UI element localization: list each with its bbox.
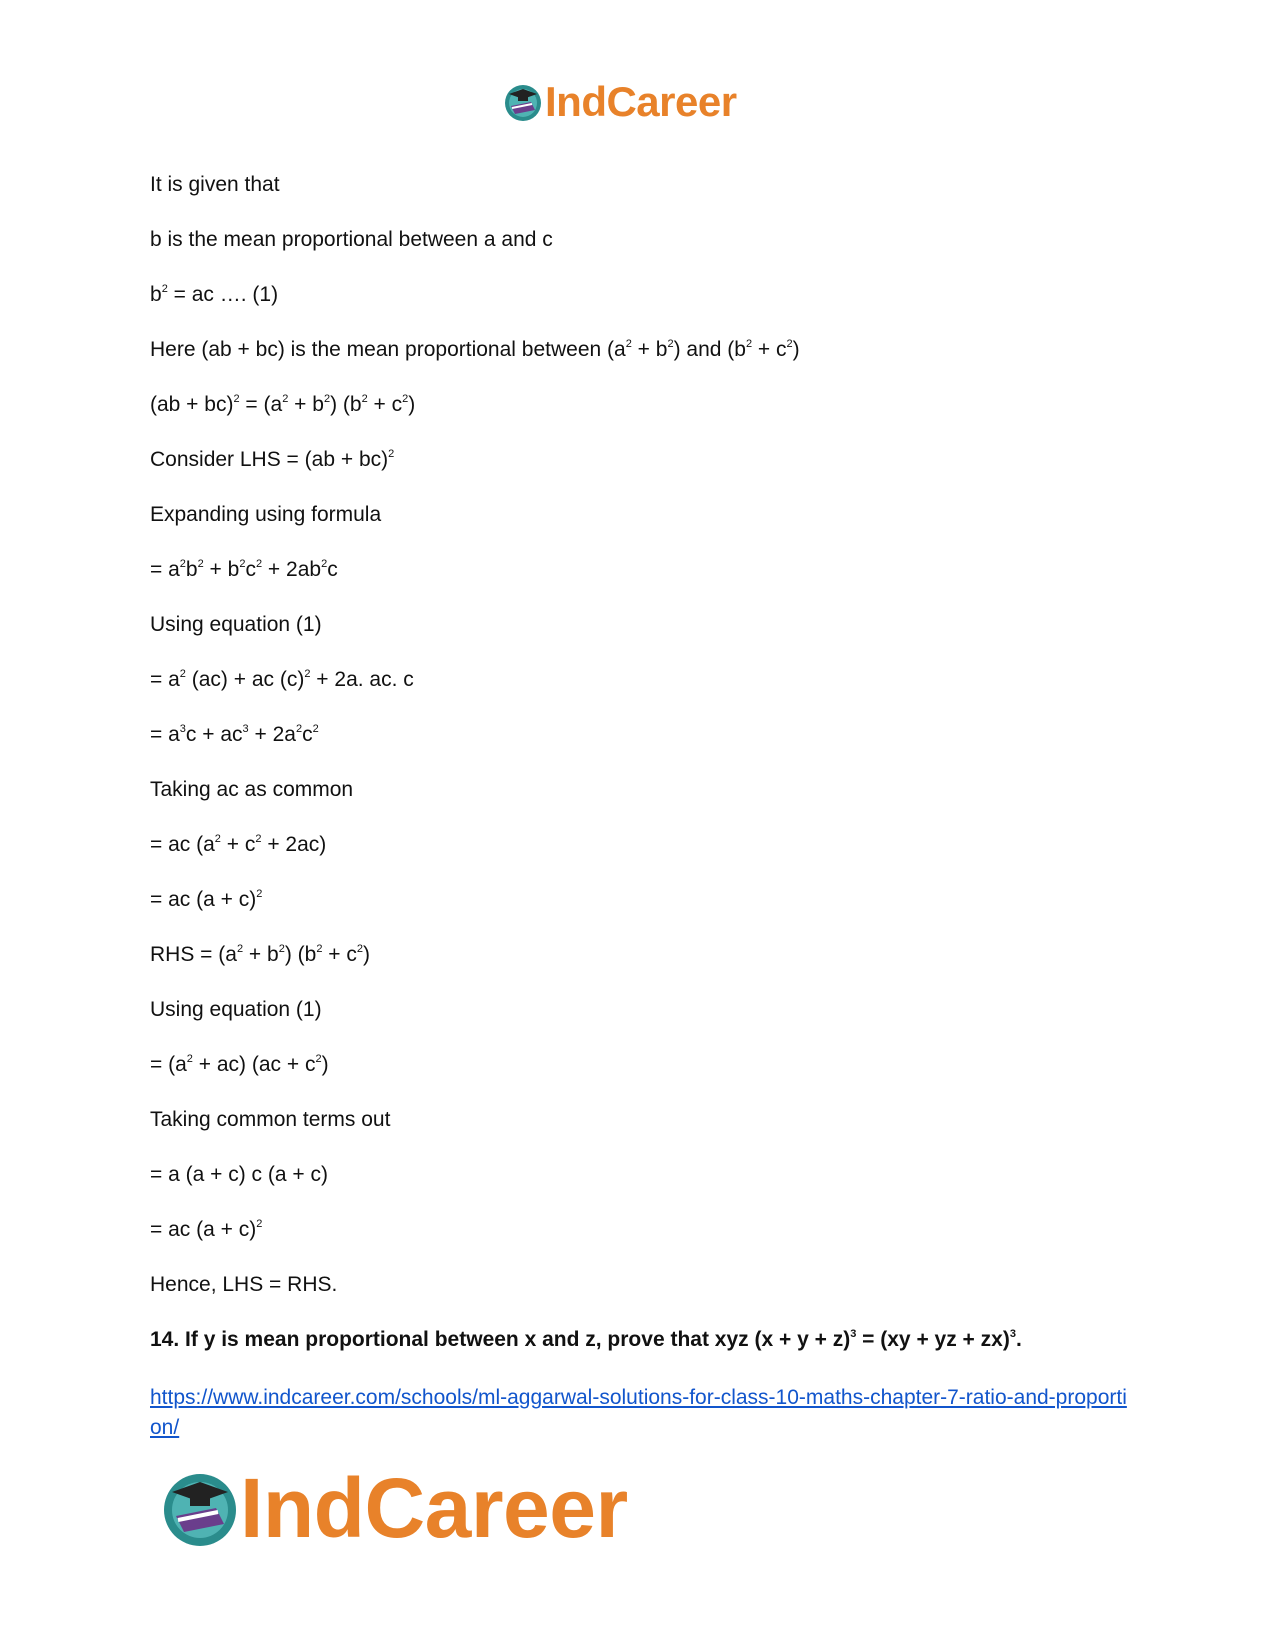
text-line: Taking ac as common: [150, 778, 354, 801]
equation-line: = $a^2$ (ac) + ac $(c)^2 + 2a$. ac. c: [150, 668, 414, 691]
footer-logo: [160, 1460, 628, 1556]
equation-line: = ac $(a + c)^2$: [150, 1218, 263, 1241]
equation-line: RHS = $(a^2 + b^2) (b^2 + c^2)$: [150, 943, 371, 966]
graduation-book-icon: [160, 1468, 240, 1548]
equation-line: $(ab + bc)^2 = (a^2 + b^2) (b^2 + c^2)$: [150, 393, 416, 416]
text-line: Using equation (1): [150, 998, 322, 1021]
source-link[interactable]: https://www.indcareer.com/schools/ml-aggarwal-solutions-for-class-10-maths-chapter-7-ratio-and-proportion/: [150, 1386, 1127, 1439]
equation-line: Consider LHS = (ab + bc)$^2$: [150, 448, 395, 471]
text-line: Here (ab + bc) is the mean proportional between $(a^2 + b^2)$ and $(b^2 + c^2)$: [150, 338, 800, 361]
graduation-book-icon: [503, 82, 543, 122]
question-14: 14. If y is mean proportional between x and z, prove that xyz $(x + y + z)^3 = (xy$ + yz + zx)$^3$.: [150, 1328, 1022, 1351]
equation-line: = ac $(a^2 + c^2 + 2ac)$: [150, 833, 327, 856]
equation-line: = $(a^2 + ac) (ac + c^2)$: [150, 1053, 329, 1076]
text-line: Expanding using formula: [150, 503, 382, 526]
equation-line: $b^2$ = ac …. (1): [150, 283, 279, 306]
text-line: Hence, LHS = RHS.: [150, 1273, 338, 1296]
equation-line: = $a^2b^2 + b^2c^2 + 2ab^2c$: [150, 558, 338, 581]
text-line: It is given that: [150, 173, 280, 196]
equation-line: = ac $(a + c)^2$: [150, 888, 263, 911]
footer-logo-text: IndCareer: [240, 1461, 628, 1555]
equation-line: = a (a + c) c (a + c): [150, 1163, 328, 1186]
equation-line: = $a^3c + ac^3 + 2a^2c^2$: [150, 723, 319, 746]
text-line: Using equation (1): [150, 613, 322, 636]
text-line: b is the mean proportional between a and c: [150, 228, 553, 251]
solution-content: [150, 170, 1130, 1443]
text-line: Taking common terms out: [150, 1108, 391, 1131]
header-logo: [503, 78, 737, 126]
header-logo-text: IndCareer: [545, 78, 737, 125]
